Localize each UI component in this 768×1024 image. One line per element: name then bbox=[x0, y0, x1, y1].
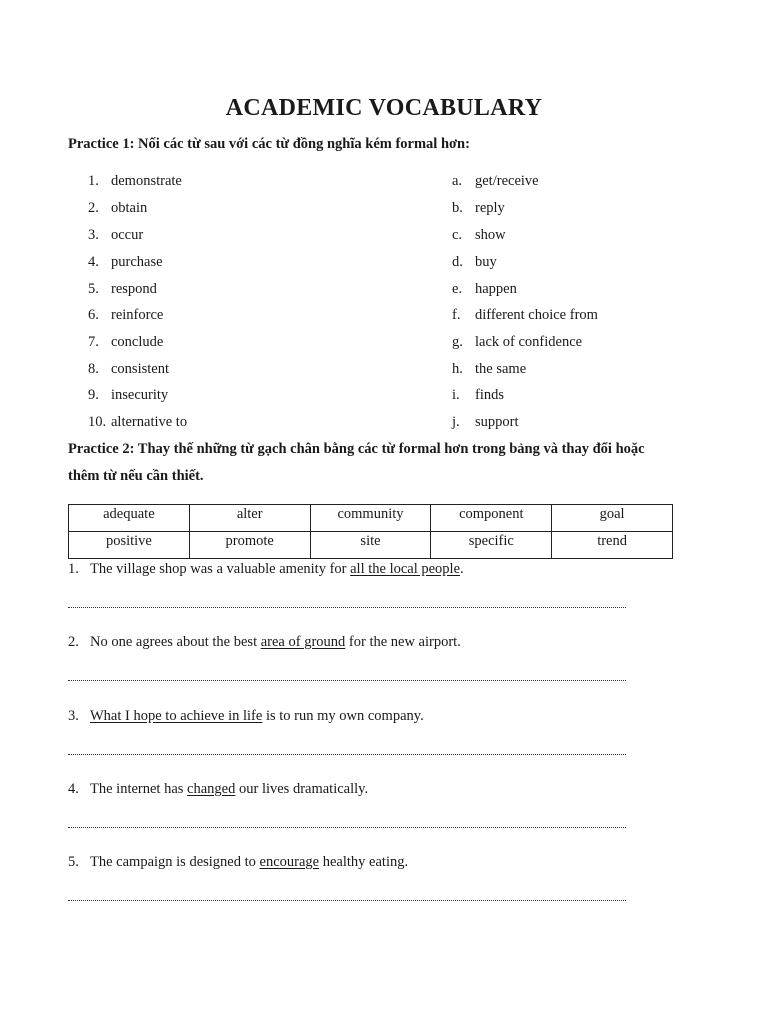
item-synonym: the same bbox=[475, 361, 527, 377]
item-number: 9. bbox=[88, 387, 99, 403]
item-letter: b. bbox=[452, 200, 463, 216]
item-letter: i. bbox=[452, 387, 460, 403]
item-synonym: get/receive bbox=[475, 173, 539, 189]
item-number: 10. bbox=[88, 414, 107, 430]
item-number: 1. bbox=[88, 173, 99, 189]
table-cell: goal bbox=[552, 505, 673, 532]
question-text-before: The village shop was a valuable amenity for bbox=[90, 561, 351, 577]
question-number: 3. bbox=[68, 708, 79, 724]
item-word: obtain bbox=[111, 200, 148, 216]
question-text-after: our lives dramatically. bbox=[235, 781, 369, 797]
underlined-phrase: changed bbox=[187, 781, 236, 797]
table-cell: promote bbox=[189, 532, 310, 559]
question-text-after: for the new airport. bbox=[345, 634, 461, 650]
table-cell: adequate bbox=[69, 505, 190, 532]
answer-line[interactable] bbox=[68, 825, 626, 828]
item-word: insecurity bbox=[111, 387, 169, 403]
item-number: 4. bbox=[88, 254, 99, 270]
word-bank-table bbox=[68, 504, 673, 559]
table-row bbox=[69, 505, 673, 532]
practice2-heading-cont: thêm từ nếu cần thiết. bbox=[68, 468, 204, 484]
practice1-heading: Practice 1: Nối các từ sau với các từ đồng nghĩa kém formal hơn: bbox=[68, 136, 470, 152]
question-text-before: No one agrees about the best bbox=[90, 634, 261, 650]
underlined-phrase: all the local people bbox=[350, 561, 461, 577]
practice2-heading: Practice 2: Thay thế những từ gạch chân bằng các từ formal hơn trong bảng và thay đổi hoặc bbox=[68, 441, 645, 457]
item-number: 3. bbox=[88, 227, 99, 243]
item-synonym: reply bbox=[475, 200, 505, 216]
item-synonym: finds bbox=[475, 387, 504, 403]
question-number: 4. bbox=[68, 781, 79, 797]
item-letter: c. bbox=[452, 227, 463, 243]
underlined-phrase: area of ground bbox=[260, 634, 346, 650]
item-synonym: different choice from bbox=[475, 307, 598, 323]
question-text bbox=[90, 632, 461, 652]
item-synonym: show bbox=[475, 227, 506, 243]
question-number: 1. bbox=[68, 561, 79, 577]
table-cell: specific bbox=[431, 532, 552, 559]
item-number: 7. bbox=[88, 334, 99, 350]
item-number: 8. bbox=[88, 361, 99, 377]
answer-line[interactable] bbox=[68, 898, 626, 901]
underlined-phrase: What I hope to achieve in life bbox=[90, 708, 263, 724]
question-text-before: The internet has bbox=[90, 781, 188, 797]
item-letter: j. bbox=[452, 414, 460, 430]
table-cell: community bbox=[310, 505, 431, 532]
item-letter: e. bbox=[452, 281, 463, 297]
item-synonym: happen bbox=[475, 281, 517, 297]
item-letter: a. bbox=[452, 173, 463, 189]
item-letter: h. bbox=[452, 361, 463, 377]
item-word: demonstrate bbox=[111, 173, 182, 189]
item-number: 6. bbox=[88, 307, 99, 323]
answer-line[interactable] bbox=[68, 605, 626, 608]
table-cell: site bbox=[310, 532, 431, 559]
item-word: alternative to bbox=[111, 414, 188, 430]
question-text-before: The campaign is designed to bbox=[90, 854, 260, 870]
item-synonym: support bbox=[475, 414, 519, 430]
item-synonym: buy bbox=[475, 254, 497, 270]
table-cell: trend bbox=[552, 532, 673, 559]
item-number: 5. bbox=[88, 281, 99, 297]
question-text-after: is to run my own company. bbox=[262, 708, 424, 724]
item-synonym: lack of confidence bbox=[475, 334, 583, 350]
item-word: conclude bbox=[111, 334, 164, 350]
page-title: ACADEMIC VOCABULARY bbox=[225, 95, 543, 121]
question-text bbox=[90, 706, 424, 726]
table-row bbox=[69, 532, 673, 559]
table-cell: component bbox=[431, 505, 552, 532]
item-word: purchase bbox=[111, 254, 163, 270]
answer-line[interactable] bbox=[68, 752, 626, 755]
item-letter: d. bbox=[452, 254, 463, 270]
underlined-phrase: encourage bbox=[259, 854, 320, 870]
question-text bbox=[90, 852, 408, 872]
question-text-after: . bbox=[460, 561, 464, 577]
item-word: reinforce bbox=[111, 307, 164, 323]
question-number: 5. bbox=[68, 854, 79, 870]
item-word: respond bbox=[111, 281, 157, 297]
question-text bbox=[90, 559, 464, 579]
item-letter: f. bbox=[452, 307, 461, 323]
item-word: occur bbox=[111, 227, 144, 243]
answer-line[interactable] bbox=[68, 678, 626, 681]
question-text-after: healthy eating. bbox=[319, 854, 409, 870]
question-number: 2. bbox=[68, 634, 79, 650]
item-number: 2. bbox=[88, 200, 99, 216]
question-text bbox=[90, 779, 368, 799]
item-letter: g. bbox=[452, 334, 463, 350]
table-cell: alter bbox=[189, 505, 310, 532]
item-word: consistent bbox=[111, 361, 169, 377]
table-cell: positive bbox=[69, 532, 190, 559]
